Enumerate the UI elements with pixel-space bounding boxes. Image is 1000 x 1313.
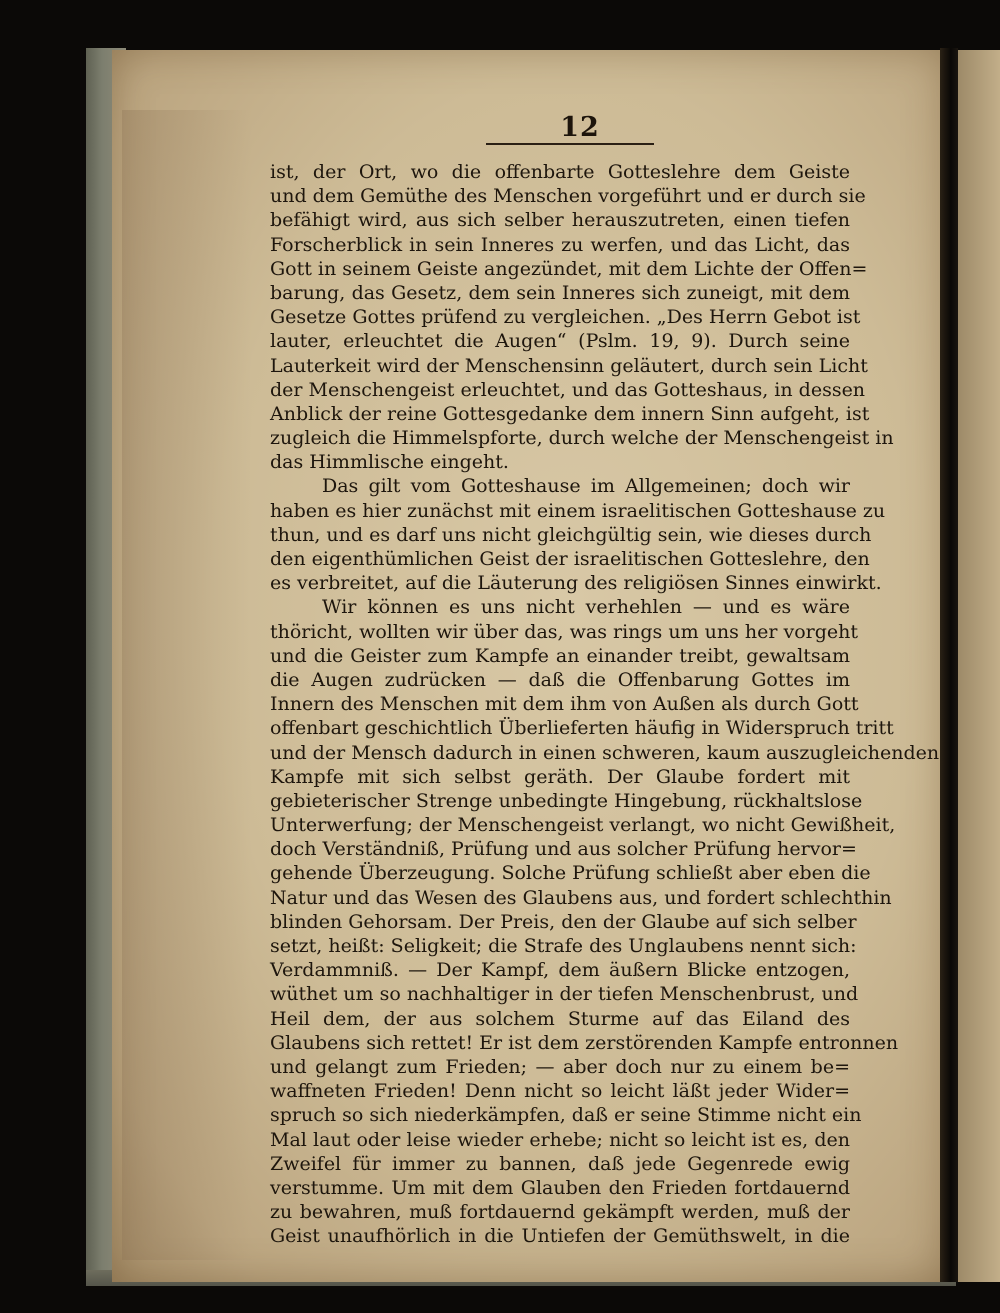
- text-line: Unterwerfung; der Menschengeist verlangt, wo nicht Gewißheit,: [270, 814, 896, 837]
- text-line: es verbreitet, auf die Läuterung des religiösen Sinnes einwirkt.: [270, 572, 882, 595]
- header-rule: [486, 143, 654, 145]
- text-line: thun, und es darf uns nicht gleichgültig sein, wie dieses durch: [270, 523, 872, 546]
- facing-page-edge: [958, 50, 1000, 1282]
- text-line: Forscherblick in sein Inneres zu werfen, und das Licht, das: [270, 233, 850, 256]
- text-body: [270, 160, 940, 1248]
- text-line: gehende Überzeugung. Solche Prüfung schließt aber eben die: [270, 862, 871, 885]
- text-line: den eigenthümlichen Geist der israelitischen Gotteslehre, den: [270, 548, 870, 570]
- text-line: spruch so sich niederkämpfen, daß er seine Stimme nicht ein: [270, 1104, 862, 1127]
- text-line: Geist unaufhörlich in die Untiefen der Gemüthswelt, in die: [270, 1225, 850, 1248]
- text-line: zu bewahren, muß fortdauernd gekämpft werden, muß der: [270, 1201, 850, 1224]
- text-line: befähigt wird, aus sich selber herauszutreten, einen tiefen: [270, 209, 850, 232]
- text-line: Verdammniß. — Der Kampf, dem äußern Blicke entzogen,: [270, 959, 850, 982]
- text-line: zugleich die Himmelspforte, durch welche der Menschengeist in: [270, 427, 894, 450]
- text-line: Anblick der reine Gottesgedanke dem innern Sinn aufgeht, ist: [270, 402, 870, 425]
- text-line: und gelangt zum Frieden; — aber doch nur zu einem be=: [270, 1055, 850, 1078]
- text-line: Zweifel für immer zu bannen, daß jede Gegenrede ewig: [270, 1152, 850, 1175]
- text-line: Mal laut oder leise wieder erhebe; nicht so leicht ist es, den: [270, 1128, 850, 1151]
- text-line: Lauterkeit wird der Menschensinn geläutert, durch sein Licht: [270, 354, 868, 377]
- text-line: waffneten Frieden! Denn nicht so leicht läßt jeder Wider=: [270, 1080, 850, 1103]
- text-line: Wir können es uns nicht verhehlen — und es wäre: [322, 596, 850, 619]
- text-line: ist, der Ort, wo die offenbarte Gotteslehre dem Geiste: [270, 161, 850, 183]
- text-line: und dem Gemüthe des Menschen vorgeführt und er durch sie: [270, 185, 866, 208]
- text-line: Glaubens sich rettet! Er ist dem zerstörenden Kampfe entronnen: [270, 1031, 899, 1054]
- text-line: offenbart geschichtlich Überlieferten häufig in Widerspruch tritt: [270, 717, 894, 740]
- text-line: Natur und das Wesen des Glaubens aus, und fordert schlechthin: [270, 886, 892, 909]
- text-line: und der Mensch dadurch in einen schweren, kaum auszugleichenden: [270, 741, 940, 764]
- text-line: doch Verständniß, Prüfung und aus solcher Prüfung hervor=: [270, 838, 857, 861]
- text-line: verstumme. Um mit dem Glauben den Frieden fortdauernd: [270, 1176, 850, 1199]
- book-gutter: [940, 48, 958, 1282]
- text-line: Das gilt vom Gotteshause im Allgemeinen; doch wir: [322, 475, 850, 498]
- text-line: haben es hier zunächst mit einem israelitischen Gotteshause zu: [270, 499, 886, 522]
- text-line: der Menschengeist erleuchtet, und das Gotteshaus, in dessen: [270, 378, 866, 401]
- page-number: 12: [560, 112, 600, 143]
- text-line: Kampfe mit sich selbst geräth. Der Glaube fordert mit: [270, 765, 850, 788]
- text-line: Heil dem, der aus solchem Sturme auf das Eiland des: [270, 1007, 850, 1030]
- text-line: Gott in seinem Geiste angezündet, mit dem Lichte der Offen=: [270, 257, 868, 280]
- text-line: die Augen zudrücken — daß die Offenbarung Gottes im: [270, 668, 850, 691]
- text-line: wüthet um so nachhaltiger in der tiefen Menschenbrust, und: [270, 983, 859, 1006]
- text-line: lauter, erleuchtet die Augen“ (Pslm. 19, 9). Durch seine: [270, 330, 850, 353]
- text-line: barung, das Gesetz, dem sein Inneres sich zuneigt, mit dem: [270, 281, 850, 304]
- text-line: Gesetze Gottes prüfend zu vergleichen. „Des Herrn Gebot ist: [270, 306, 861, 329]
- text-line: das Himmlische eingeht.: [270, 451, 509, 474]
- text-line: gebieterischer Strenge unbedingte Hingebung, rückhaltslose: [270, 789, 863, 812]
- text-line: blinden Gehorsam. Der Preis, den der Glaube auf sich selber: [270, 910, 857, 933]
- text-line: setzt, heißt: Seligkeit; die Strafe des Unglaubens nennt sich:: [270, 935, 857, 957]
- page-stain: [122, 110, 252, 1260]
- text-line: und die Geister zum Kampfe an einander treibt, gewaltsam: [270, 644, 850, 667]
- text-line: thöricht, wollten wir über das, was rings um uns her vorgeht: [270, 620, 859, 643]
- text-line: Innern des Menschen mit dem ihm von Außen als durch Gott: [270, 693, 859, 716]
